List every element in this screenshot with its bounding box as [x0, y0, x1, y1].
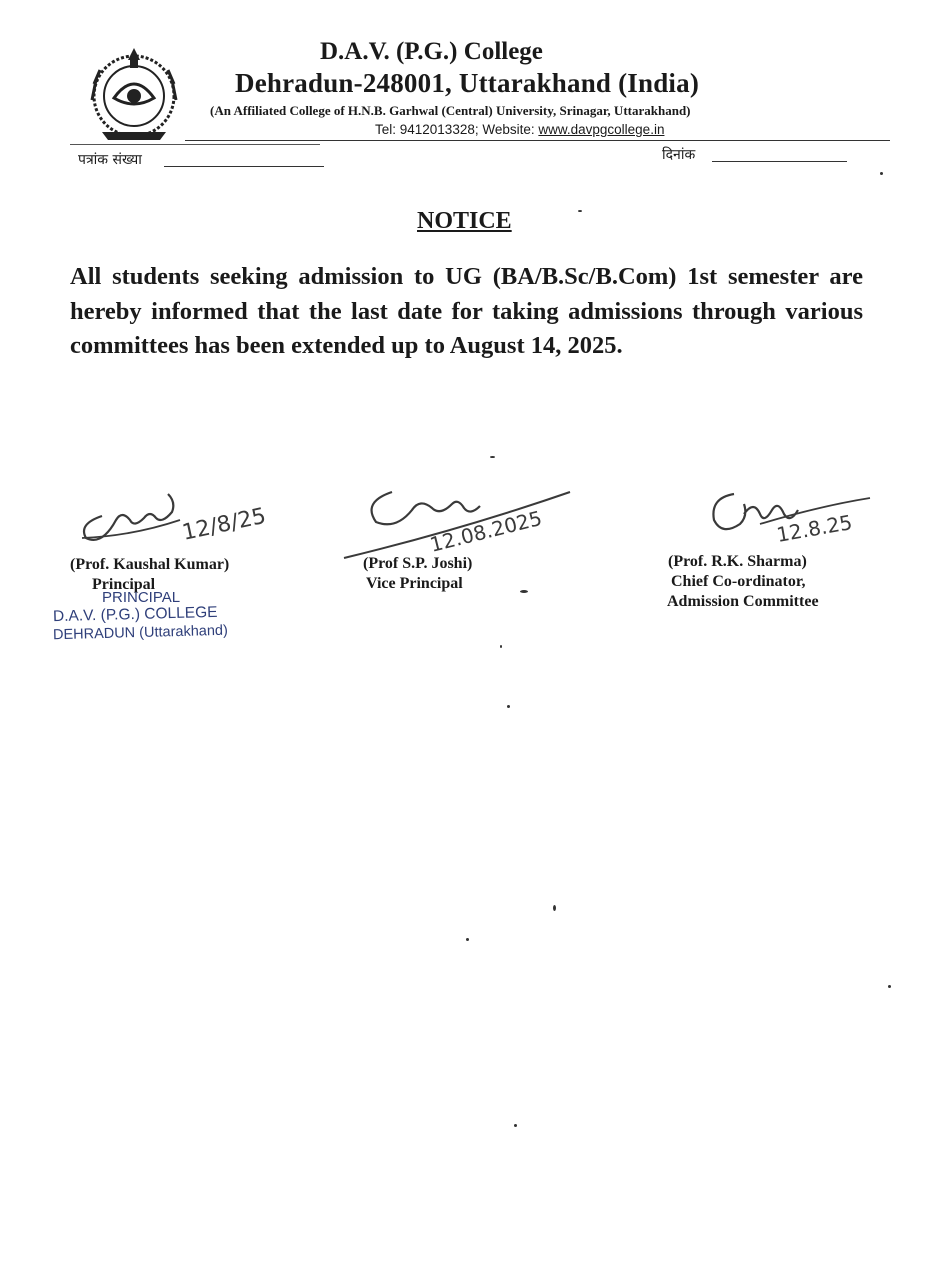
chief-coordinator-signature: [700, 480, 880, 550]
principal-stamp-city: DEHRADUN (Uttarakhand): [52, 622, 229, 644]
principal-designation: Principal: [92, 576, 156, 593]
chief-coordinator-name: (Prof. R.K. Sharma): [668, 553, 807, 570]
principal-stamp-college: D.A.V. (P.G.) COLLEGE: [52, 603, 218, 626]
scan-speck: [880, 172, 883, 175]
principal-name: (Prof. Kaushal Kumar): [70, 556, 230, 573]
college-name: D.A.V. (P.G.) College: [320, 38, 543, 65]
vice-principal-designation: Vice Principal: [366, 575, 463, 592]
date-line: [712, 161, 847, 162]
vice-principal-name: (Prof S.P. Joshi): [363, 555, 473, 572]
scan-speck: [490, 456, 495, 458]
telephone-text: Tel: 9412013328; Website:: [375, 122, 539, 137]
principal-stamp-title: PRINCIPAL: [102, 589, 181, 606]
scan-speck: [514, 1124, 517, 1127]
chief-coordinator-signature-date: 12.8.25: [774, 510, 855, 547]
header-rule: [185, 140, 890, 141]
scan-speck: [500, 645, 502, 648]
vice-principal-signature: [340, 480, 590, 560]
notice-title: NOTICE: [417, 208, 512, 234]
principal-signature: [72, 480, 282, 550]
notice-body: All students seeking admission to UG (BA/B.Sc/B.Com) 1st semester are hereby informed that the last date for taking admissions through various committees has been extended up to August 14, 2025.: [70, 263, 863, 359]
college-address: Dehradun-248001, Uttarakhand (India): [235, 68, 700, 98]
scan-speck: [507, 705, 510, 708]
chief-coordinator-designation: Chief Co-ordinator,: [671, 573, 806, 590]
reference-number-label: पत्रांक संख्या: [78, 152, 142, 168]
header-rule-left: [70, 144, 320, 145]
scan-speck: [466, 938, 469, 941]
scan-speck: [578, 210, 582, 212]
admission-committee-label: Admission Committee: [667, 593, 819, 610]
website-link[interactable]: www.davpgcollege.in: [538, 122, 665, 137]
scan-speck: [553, 905, 556, 911]
date-label: दिनांक: [662, 147, 696, 163]
college-emblem-icon: [82, 40, 186, 144]
reference-number-line: [164, 166, 324, 167]
college-affiliation: (An Affiliated College of H.N.B. Garhwal (Central) University, Srinagar, Uttarakhand): [210, 103, 691, 118]
principal-signature-date: 12/8/25: [180, 503, 269, 546]
scan-speck: [520, 590, 528, 593]
scan-speck: [888, 985, 891, 988]
vice-principal-signature-date: 12.08.2025: [427, 505, 545, 557]
college-contact: [375, 122, 664, 137]
